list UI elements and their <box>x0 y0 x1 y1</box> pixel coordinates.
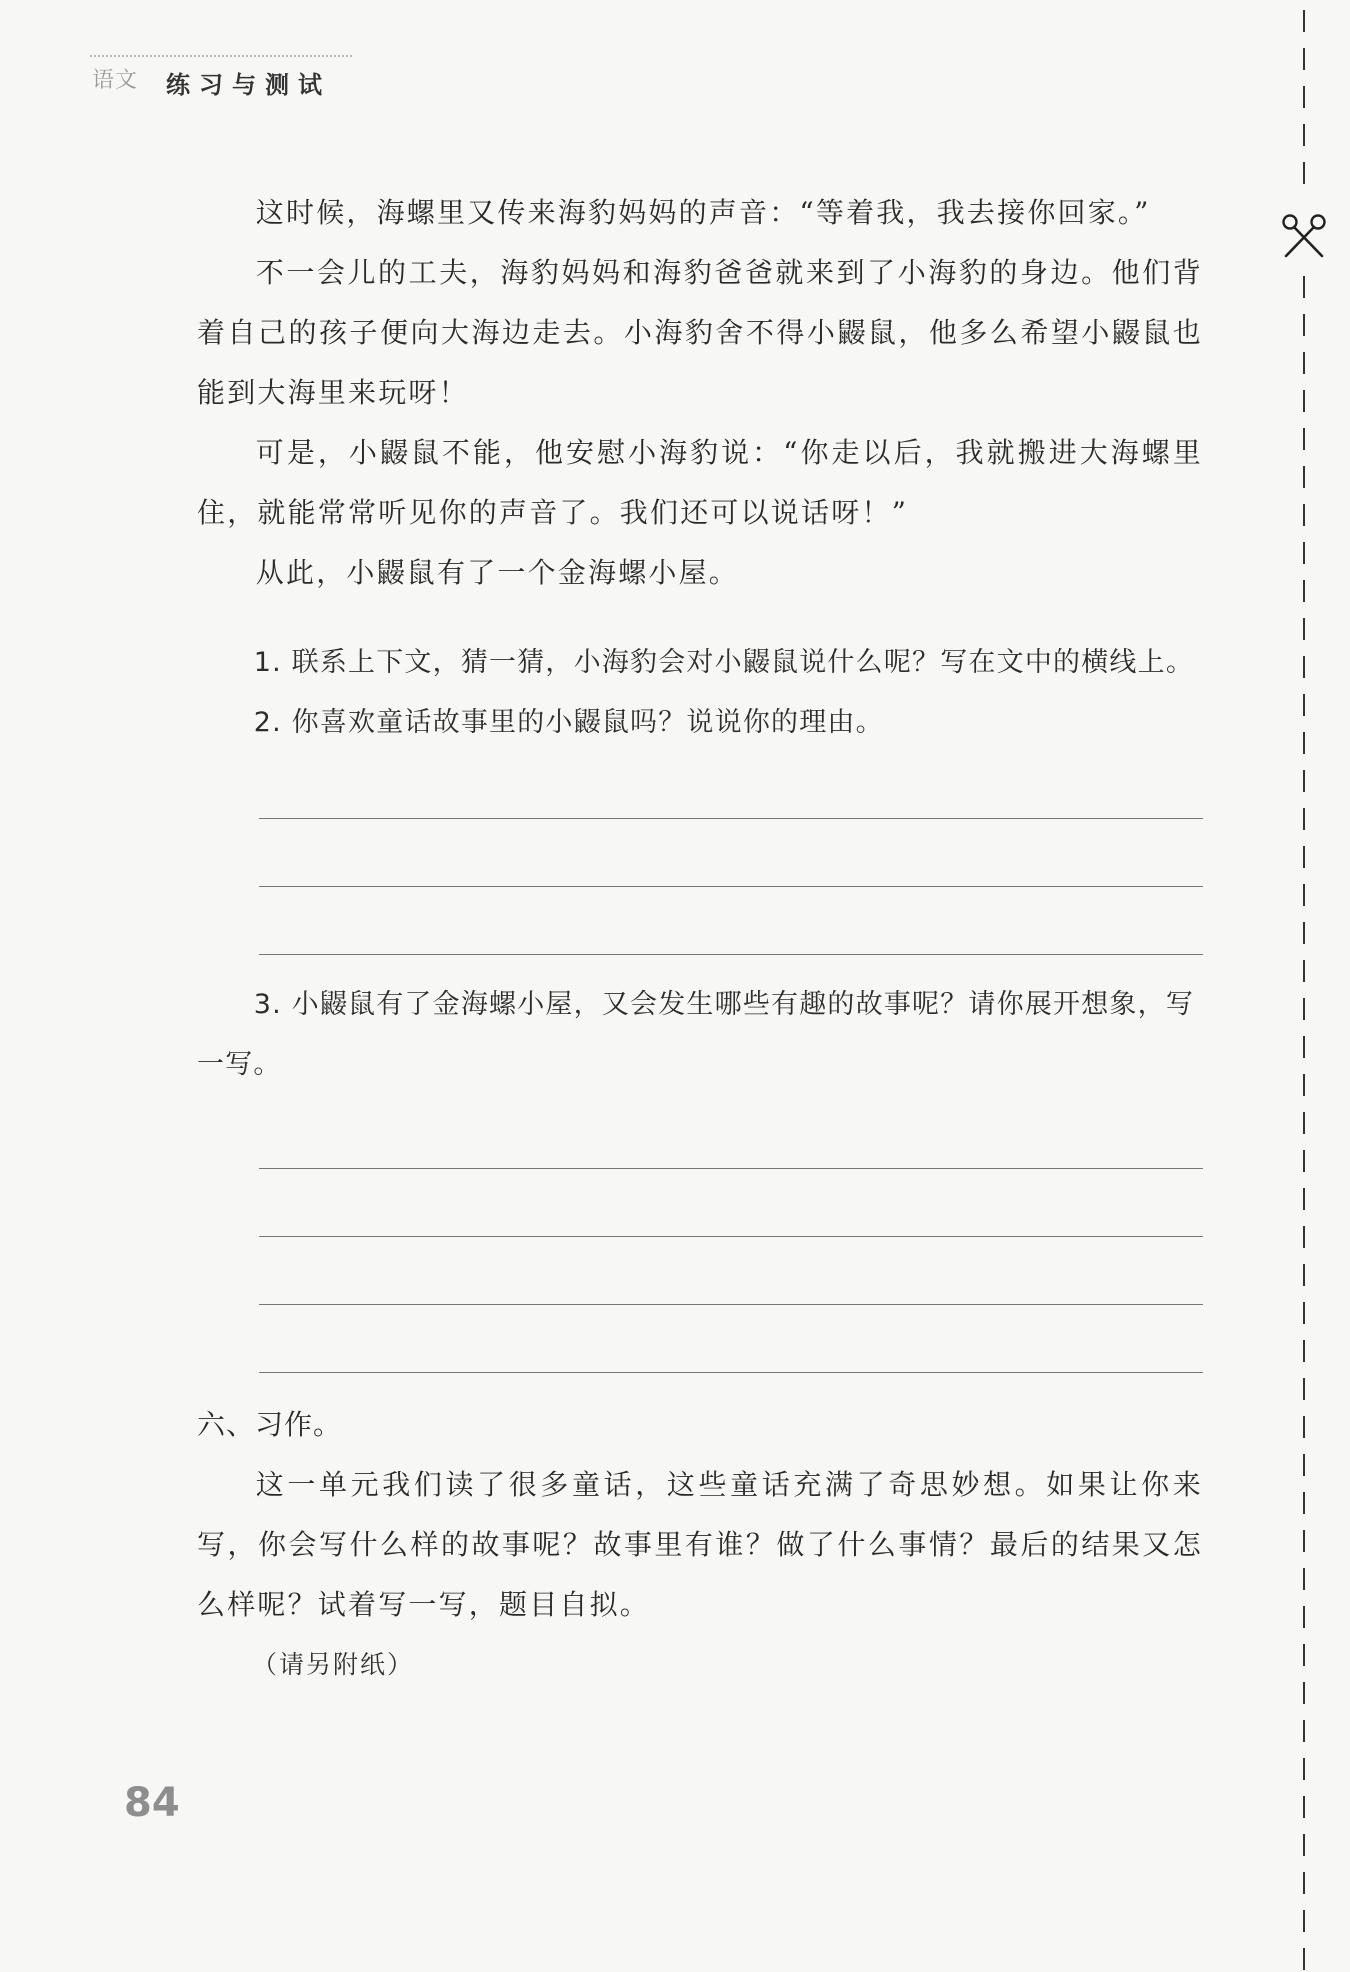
answer-line <box>259 751 1203 819</box>
cut-line-dash <box>1303 846 1305 868</box>
cut-line-dash <box>1303 1112 1305 1134</box>
question-2: 2. 你喜欢童话故事里的小鼹鼠吗？说说你的理由。 <box>253 707 884 738</box>
cut-line-dash <box>1303 808 1305 830</box>
question-1: 1. 联系上下文，猜一猜，小海豹会对小鼹鼠说什么呢？写在文中的横线上。 <box>253 647 1195 678</box>
cut-line-dash <box>1303 48 1305 70</box>
answer-line <box>259 1169 1203 1237</box>
cut-line-dash <box>1303 656 1305 678</box>
page-header <box>90 55 352 99</box>
answer-lines-question-2 <box>259 751 1203 955</box>
cut-line-dash <box>1303 1948 1305 1970</box>
story-paragraph: 可是，小鼹鼠不能，他安慰小海豹说：“你走以后，我就搬进大海螺里住，就能常常听见你的声音了。我们还可以说话呀！” <box>197 436 1203 529</box>
header-dotted-rule <box>90 55 352 57</box>
cut-line-dash <box>1303 1682 1305 1704</box>
cut-line-dash <box>1303 10 1305 32</box>
cut-line-dash <box>1303 314 1305 336</box>
cut-line-dash <box>1303 352 1305 374</box>
answer-line <box>259 1305 1203 1373</box>
page-number: 84 <box>124 1780 180 1826</box>
cut-line-dash <box>1303 998 1305 1020</box>
story-paragraph: 不一会儿的工夫，海豹妈妈和海豹爸爸就来到了小海豹的身边。他们背着自己的孩子便向大海边走去。小海豹舍不得小鼹鼠，他多么希望小鼹鼠也能到大海里来玩呀！ <box>197 256 1203 409</box>
cut-line-dash <box>1303 1188 1305 1210</box>
section-6-body <box>197 1455 1203 1695</box>
story-paragraph: 这时候，海螺里又传来海豹妈妈的声音：“等着我，我去接你回家。” <box>255 196 1151 229</box>
section-6-note: （请另附纸） <box>252 1650 415 1679</box>
cut-line-dash <box>1303 1872 1305 1894</box>
question-3: 3. 小鼹鼠有了金海螺小屋，又会发生哪些有趣的故事呢？请你展开想象，写一写。 <box>197 989 1195 1080</box>
cut-line-dash <box>1303 732 1305 754</box>
cut-line-dash <box>1303 390 1305 412</box>
cut-line-dash <box>1303 618 1305 640</box>
cut-line-dash <box>1303 922 1305 944</box>
answer-line <box>259 1237 1203 1305</box>
cut-line-dash <box>1303 428 1305 450</box>
cut-line-dash <box>1303 276 1305 298</box>
section-6-title: 六、习作。 <box>197 1408 343 1441</box>
cut-line-dash <box>1303 960 1305 982</box>
cut-line-dash <box>1303 1340 1305 1362</box>
cut-line-dash <box>1303 1834 1305 1856</box>
book-title: 练习与测试 <box>166 71 331 99</box>
cut-line-dash <box>1303 504 1305 526</box>
story-passage <box>197 183 1203 603</box>
cut-line-dash <box>1303 466 1305 488</box>
cut-line-dash <box>1303 1226 1305 1248</box>
cut-line-dash <box>1303 1568 1305 1590</box>
scissors-icon <box>1276 206 1332 262</box>
cut-line-dash <box>1303 162 1305 184</box>
subject-label: 语文 <box>92 68 139 93</box>
cut-line-dash <box>1303 1036 1305 1058</box>
answer-line <box>259 819 1203 887</box>
answer-lines-question-3 <box>259 1101 1203 1373</box>
cut-line-dash <box>1303 1796 1305 1818</box>
page-content <box>197 183 1203 1695</box>
cut-line-dash <box>1303 1758 1305 1780</box>
cut-line-dash <box>1303 1074 1305 1096</box>
cut-line-dash <box>1303 1720 1305 1742</box>
cut-line-dash <box>1303 542 1305 564</box>
cut-line-dash <box>1303 694 1305 716</box>
cut-line-dash <box>1303 1378 1305 1400</box>
cut-line-dash <box>1303 86 1305 108</box>
cut-line-dash <box>1303 580 1305 602</box>
answer-line <box>259 1101 1203 1169</box>
answer-line <box>259 887 1203 955</box>
cut-line-dash <box>1303 1150 1305 1172</box>
cut-line-dash <box>1303 1492 1305 1514</box>
cut-line-dash <box>1303 1644 1305 1666</box>
cut-line-dash <box>1303 884 1305 906</box>
cut-line-dash <box>1303 124 1305 146</box>
cut-line-dash <box>1303 770 1305 792</box>
cut-line-dash <box>1303 1910 1305 1932</box>
cut-line-dash <box>1303 1416 1305 1438</box>
story-paragraph: 从此，小鼹鼠有了一个金海螺小屋。 <box>255 556 739 589</box>
cut-line-dash <box>1303 1302 1305 1324</box>
cut-line <box>1298 0 1310 1972</box>
section-6-prompt: 这一单元我们读了很多童话，这些童话充满了奇思妙想。如果让你来写，你会写什么样的故事呢？故事里有谁？做了什么事情？最后的结果又怎么样呢？试着写一写，题目自拟。 <box>197 1468 1203 1621</box>
cut-line-dash <box>1303 1530 1305 1552</box>
cut-line-dash <box>1303 1606 1305 1628</box>
cut-line-dash <box>1303 1264 1305 1286</box>
cut-line-dash <box>1303 1454 1305 1476</box>
